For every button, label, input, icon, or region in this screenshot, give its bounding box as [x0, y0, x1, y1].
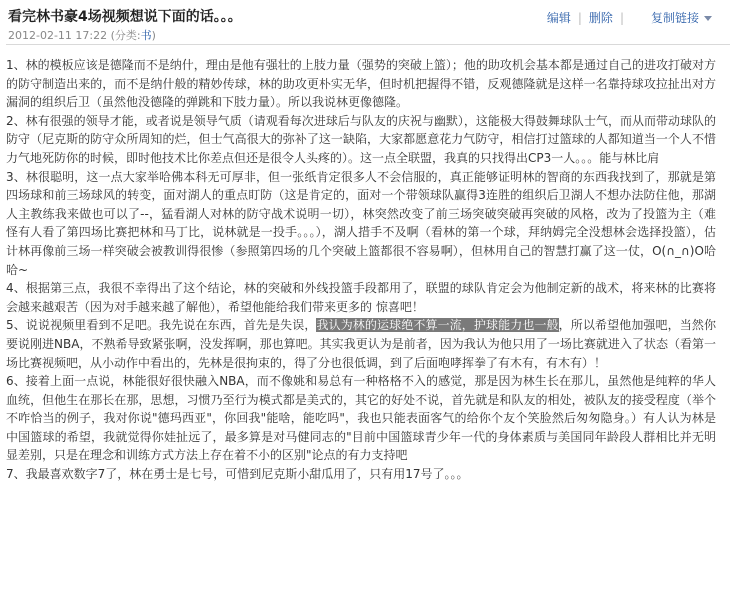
paragraph-4: 4、根据第三点，我很不幸得出了这个结论，林的突破和外线投篮手段都用了，联盟的球队肯定会为他制定新的战术，将来林的比赛将会越来越艰苦（因为对手越来越了解他），希望他能给我们带来更多的 惊喜吧！ [6, 281, 716, 314]
category-suffix: ) [151, 29, 156, 42]
paragraph-3: 3、林很聪明，这一点大家举哈佛本科无可厚非，但一张纸肯定很多人不会信服的，真正能够证明林的智商的东西我找到了，那就是第四场球和前三场球风的转变，面对湖人的重点盯防（这是肯定的，面对一个带领球队赢得3连胜的组织后卫湖人不想办法防住他，那湖人主教练我来做也可以了--，猛看湖人对林的防守战术说明一切），林突然改变了前三场突破突破再突破的风格，改为了投篮为主（难怪有人看了第四场比赛把林和马丁比，说林就是一投手。。。），湖人措手不及啊（看林的第一个球，拜纳姆完全没想林会选择投篮），估计林再像前三场一样突破会被教训得很惨（参照第四场的几个突破上篮都很不容易啊），但林用自己的智慧打赢了这一仗，O(∩_∩)O哈哈~ [6, 169, 716, 277]
category-prefix: (分类: [110, 29, 141, 42]
copy-link-label: 复制链接 [650, 11, 699, 25]
separator: | [619, 11, 624, 25]
paragraph-7: 7、我最喜欢数字7了，林在勇士是七号，可惜到尼克斯小甜瓜用了，只有用17号了。。。 [6, 467, 469, 482]
edit-link[interactable]: 编辑 [546, 11, 571, 25]
post-title: 看完林书豪4场视频想说下面的话。。。 [8, 9, 242, 25]
paragraph-6: 6、接着上面一点说，林能很好很快融入NBA，而不像姚和易总有一种格格不入的感觉，那是因为林生长在那儿，虽然他是纯粹的华人血统，但他生在那长在那，思想，习惯乃至行为模式都是美式的，其它的好处不说，首先就是和队友的相处，被队友的接受程度（举个不咋恰当的例子，我对你说"德玛西亚"，你回我"能啥，能吃吗"，我也只能表面客气的给你个友个笑脸然后匆匆隐身。）有人认为林是中国篮球的希望，我就觉得你娃扯远了，最多算是对马健同志的"目前中国篮球青少年一代的身体素质与美国同年龄段人群相比并无明显差别，只是在理念和训练方式方法上存在着不小的区别"论点的有力支持吧 [6, 374, 716, 463]
chevron-down-icon [704, 16, 712, 21]
paragraph-2: 2、林有很强的领导才能，或者说是领导气质（请观看每次进球后与队友的庆祝与幽默），这能极大得鼓舞球队士气，而从而带动球队的防守（尼克斯的防守众所周知的烂，但士气高很大的弥补了这一缺陷，大家都愿意花力气防守，相信打过篮球的人都知道当一个人不惜力气地死防你的时候，即时他技术比你差点但还是很令人头疼的）。这一点全联盟，我真的只找得出CP3一人。。。能与林比肩 [6, 113, 716, 165]
category-link[interactable]: 书 [140, 29, 152, 42]
delete-link[interactable]: 删除 [588, 11, 613, 25]
post-content [6, 56, 716, 484]
paragraph-1: 1、林的模板应该是德隆而不是纳什，理由是他有强壮的上肢力量（强势的突破上篮）；他的助攻机会基本都是通过自己的进攻打破对方的防守制造出来的，而不是纳什般的精妙传球，林的助攻更朴实无华，但时机把握得不错，反观德隆就是这样一名靠持球攻拉扯出对方漏洞的组织后卫（虽然他没德隆的弹跳和下肢力量）。所以我说林更像德隆。 [6, 58, 716, 110]
copy-link-button[interactable] [651, 11, 712, 25]
post-date: 2012-02-11 17:22 [8, 29, 108, 42]
paragraph-5-start: 5、说说视频里看到不足吧。我先说在东西，首先是失误， [6, 318, 317, 333]
paragraph-5 [6, 316, 716, 372]
post-meta [8, 27, 156, 43]
post-actions [547, 9, 712, 26]
divider [6, 44, 730, 45]
paragraph-5-end: ，所以希望他加强吧，当然你要说刚进NBA，不熟希导致紧张啊，没发挥啊，那也算吧。其实我更认为是前者，因为我认为他只用了一场比赛就进入了状态（看第一场比赛视频吧，从小动作中看出的，先林是很拘束的，得了分也很低调，到了后面咆哮挥拳了有木有，有木有）！ [6, 318, 716, 370]
highlighted-selection: 我认为林的运球绝不算一流，护球能力也一般 [316, 318, 559, 333]
separator: | [577, 11, 582, 25]
